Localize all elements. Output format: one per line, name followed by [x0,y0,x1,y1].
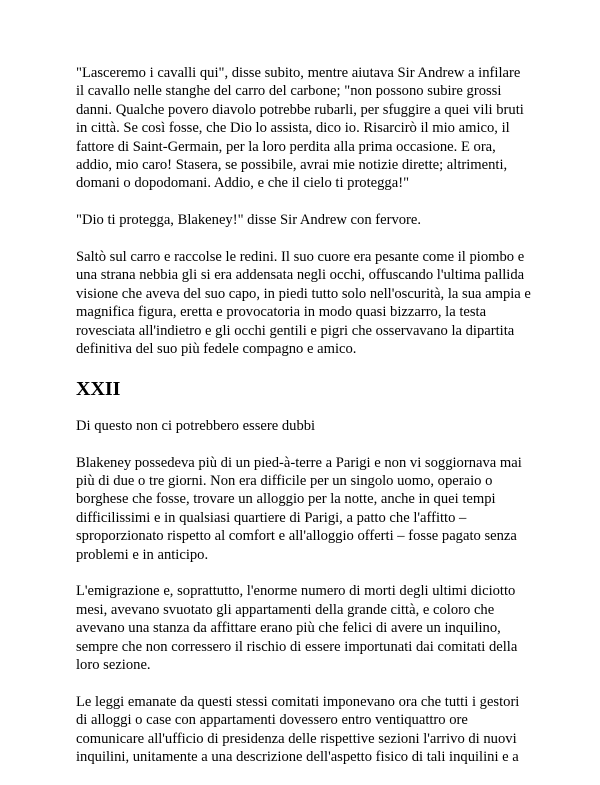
document-body [76,64,532,785]
paragraph: Saltò sul carro e raccolse le redini. Il suo cuore era pesante come il piombo e una strana nebbia gli si era addensata negli occhi, offuscando l'ultima pallida visione che aveva del suo capo, in piedi tutto solo nell'oscurità, la sua ampia e magnifica figura, eretta e provocatoria in modo quasi bizzarro, la testa rovesciata all'indietro e gli occhi gentili e pigri che osservavano la dipartita definitiva del suo più fedele compagno e amico. [76,249,531,358]
paragraph: L'emigrazione e, soprattutto, l'enorme numero di morti degli ultimi diciotto mesi, avevano svuotato gli appartamenti della grande città, e coloro che avevano una stanza da affittare erano più che felici di avere un inquilino, sempre che non corressero il rischio di essere importunati dai comitati della loro sezione. [76,583,518,674]
paragraph: "Dio ti protegga, Blakeney!" disse Sir Andrew con fervore. [76,212,422,229]
paragraph: Le leggi emanate da questi stessi comitati imponevano ora che tutti i gestori di alloggi o case con appartamenti dovessero entro ventiquattro ore comunicare all'ufficio di presidenza delle rispettive sezioni l'arrivo di nuovi inquilini, unitamente a una descrizione dell'aspetto fisico di tali inquilini e a [76,693,520,766]
chapter-subtitle: Di questo non ci potrebbero essere dubbi [76,417,316,434]
chapter-heading: XXII [76,377,121,400]
paragraph: "Lasceremo i cavalli qui", disse subito, mentre aiutava Sir Andrew a infilare il cavallo nelle stanghe del carro del carbone; "non possono subire grossi danni. Qualche povero diavolo potrebbe rubarli, per sfuggire a quei vili bruti in città. Se così fosse, che Dio lo assista, dico io. Risarcirò il mio amico, il fattore di Saint-Germain, per la loro perdita alla prima occasione. E ora, addio, mio caro! Stasera, se possibile, avrai mie notizie dirette; altrimenti, domani o dopodomani. Addio, e che il cielo ti protegga!" [76,65,524,192]
paragraph: Blakeney possedeva più di un pied-à-terre a Parigi e non vi soggiornava mai più di due o tre giorni. Non era difficile per un singolo uomo, operaio o borghese che fosse, trovare un alloggio per la notte, anche in quei tempi difficilissimi e in qualsiasi quartiere di Parigi, a patto che l'affitto – sproporzionato rispetto al comfort e all'alloggio offerti – fosse pagato senza problemi e in anticipo. [76,454,522,563]
